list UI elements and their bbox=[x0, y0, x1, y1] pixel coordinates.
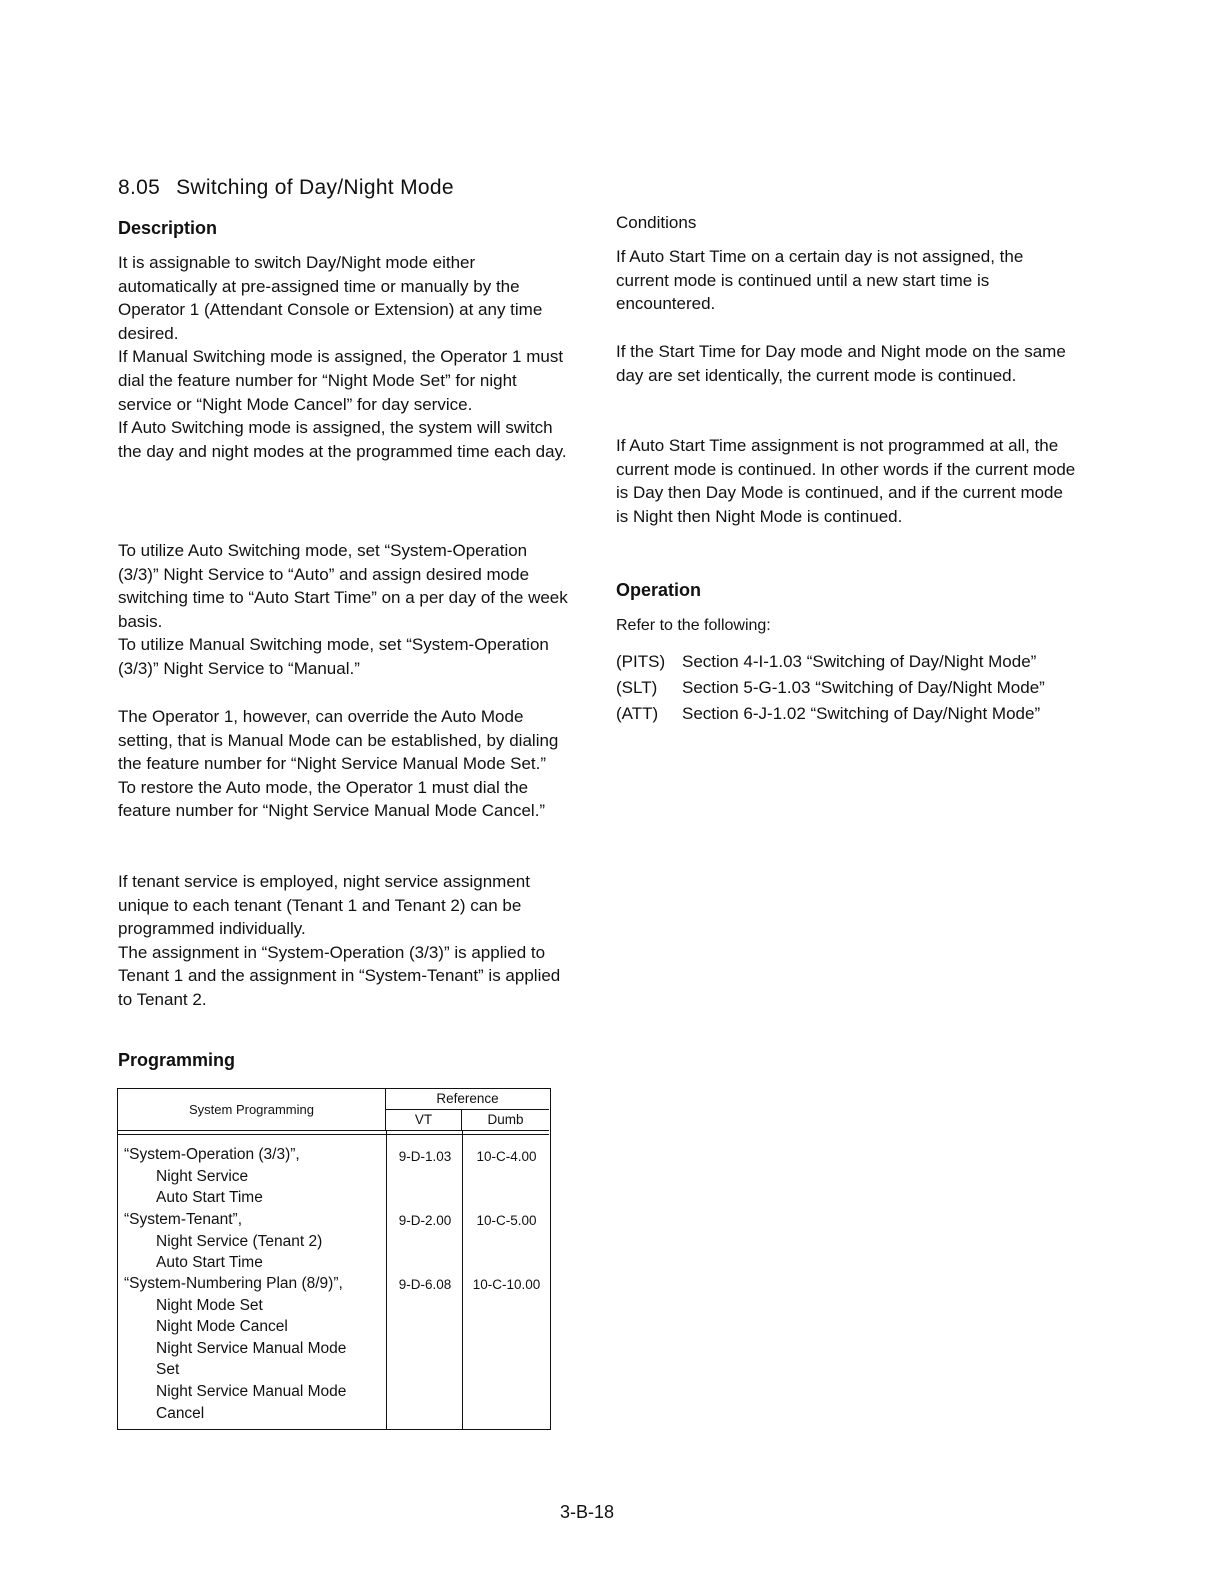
reference-tag: (SLT) bbox=[616, 678, 658, 697]
table-row bbox=[124, 1273, 386, 1424]
conditions-heading: Conditions bbox=[616, 213, 697, 232]
section-title: Switching of Day/Night Mode bbox=[176, 176, 454, 199]
table-row bbox=[124, 1209, 386, 1274]
description-paragraph: To utilize Auto Switching mode, set “System-Operation (3/3)” Night Service to “Auto” and assign desired mode switching time to “Auto Start Time” on a per day of the week basis. bbox=[118, 541, 568, 631]
operation-intro: Refer to the following: bbox=[616, 617, 771, 634]
row-item: Auto Start Time bbox=[156, 1189, 263, 1207]
row-item: Night Mode Set bbox=[156, 1296, 263, 1314]
description-paragraph: If tenant service is employed, night service assignment unique to each tenant (Tenant 1 and Tenant 2) can be programmed individually. bbox=[118, 872, 530, 939]
description-paragraph: If Auto Switching mode is assigned, the system will switch the day and night modes at the programmed time each day. bbox=[118, 418, 567, 461]
reference-item bbox=[616, 650, 1076, 673]
row-item: Set bbox=[156, 1361, 180, 1379]
page-number: 3-B-18 bbox=[560, 1502, 615, 1522]
section-heading bbox=[118, 176, 454, 200]
row-dumb-ref: 10-C-5.00 bbox=[476, 1213, 537, 1228]
table-column-rule bbox=[462, 1131, 463, 1429]
reference-text: Section 6-J-1.02 “Switching of Day/Night Mode” bbox=[682, 704, 1041, 723]
row-vt-ref: 9-D-2.00 bbox=[398, 1213, 452, 1228]
row-vt-ref: 9-D-6.08 bbox=[398, 1277, 452, 1292]
description-paragraph: The Operator 1, however, can override the Auto Mode setting, that is Manual Mode can be established, by dialing the feature number for “Night Service Manual Mode Set.” To restore the Auto mode, the Operator 1 must dial the feature number for “Night Service Manual Mode Cancel.” bbox=[118, 707, 559, 821]
row-title: “System-Operation (3/3)”, bbox=[124, 1146, 300, 1163]
conditions-paragraph: If Auto Start Time assignment is not programmed at all, the current mode is continued. In other words if the current mode is Day then Day Mode is continued, and if the current mode is Night then Night Mode is continued. bbox=[616, 436, 1076, 526]
programming-heading: Programming bbox=[118, 1050, 236, 1070]
row-vt-ref: 9-D-1.03 bbox=[398, 1149, 452, 1164]
table-header-dumb: Dumb bbox=[462, 1110, 549, 1131]
operation-references bbox=[616, 650, 1076, 728]
row-item: Cancel bbox=[156, 1404, 205, 1422]
reference-item bbox=[616, 702, 1076, 725]
table-header-reference: Reference bbox=[386, 1089, 549, 1110]
conditions-paragraph: If the Start Time for Day mode and Night mode on the same day are set identically, the current mode is continued. bbox=[616, 342, 1066, 385]
row-dumb-ref: 10-C-4.00 bbox=[476, 1149, 537, 1164]
description-heading: Description bbox=[118, 218, 218, 238]
operation-heading: Operation bbox=[616, 580, 702, 600]
table-column-rule bbox=[386, 1131, 387, 1429]
description-body bbox=[118, 251, 568, 463]
row-item: Night Service Manual Mode bbox=[156, 1339, 347, 1357]
section-number: 8.05 bbox=[118, 176, 161, 199]
row-item: Night Service Manual Mode bbox=[156, 1382, 347, 1400]
reference-text: Section 5-G-1.03 “Switching of Day/Night Mode” bbox=[682, 678, 1045, 697]
row-title: “System-Numbering Plan (8/9)”, bbox=[124, 1275, 343, 1292]
description-body-3 bbox=[118, 705, 568, 823]
reference-item bbox=[616, 676, 1076, 699]
conditions-paragraph: If Auto Start Time on a certain day is not assigned, the current mode is continued until a new start time is encountered. bbox=[616, 247, 1024, 314]
description-paragraph: If Manual Switching mode is assigned, the Operator 1 must dial the feature number for “Night Mode Set” for night service or “Night Mode Cancel” for day service. bbox=[118, 347, 564, 414]
row-item: Night Service (Tenant 2) bbox=[156, 1232, 323, 1250]
row-dumb-ref: 10-C-10.00 bbox=[472, 1277, 541, 1292]
programming-table bbox=[117, 1088, 551, 1430]
description-paragraph: It is assignable to switch Day/Night mode either automatically at pre-assigned time or manually by the Operator 1 (Attendant Console or Extension) at any time desired. bbox=[118, 253, 543, 343]
row-item: Night Service bbox=[156, 1167, 249, 1185]
description-paragraph: To utilize Manual Switching mode, set “System-Operation (3/3)” Night Service to “Manual.” bbox=[118, 635, 549, 678]
row-title: “System-Tenant”, bbox=[124, 1211, 243, 1228]
table-row bbox=[124, 1144, 386, 1209]
row-item: Night Mode Cancel bbox=[156, 1318, 288, 1336]
row-item: Auto Start Time bbox=[156, 1254, 263, 1272]
reference-text: Section 4-I-1.03 “Switching of Day/Night Mode” bbox=[682, 652, 1037, 671]
table-header-system: System Programming bbox=[118, 1089, 386, 1131]
reference-tag: (ATT) bbox=[616, 704, 659, 723]
description-paragraph: The assignment in “System-Operation (3/3)” is applied to Tenant 1 and the assignment in “System-Tenant” is applied to Tenant 2. bbox=[118, 942, 561, 1009]
description-body-4 bbox=[118, 870, 568, 1012]
description-body-2 bbox=[118, 539, 568, 681]
table-header-vt: VT bbox=[386, 1110, 462, 1131]
reference-tag: (PITS) bbox=[616, 652, 666, 671]
table-divider bbox=[118, 1131, 549, 1135]
